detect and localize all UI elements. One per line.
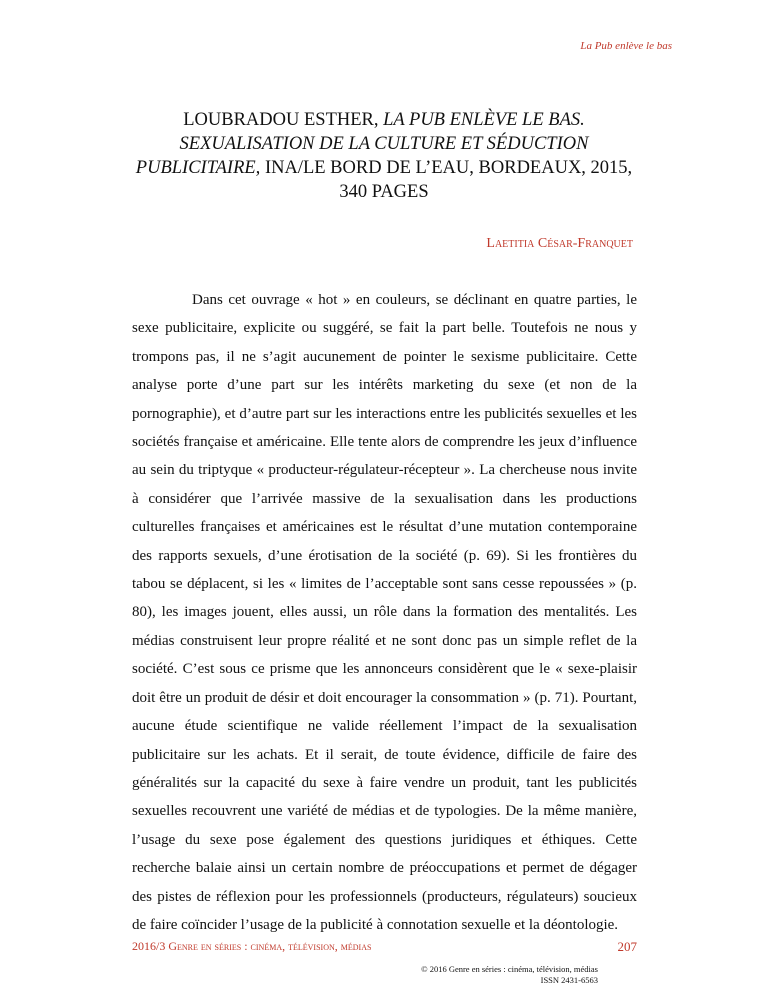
title-author: LOUBRADOU ESTHER, — [183, 110, 384, 130]
copyright-line: © 2016 Genre en séries : cinéma, télévision, médias — [421, 964, 598, 974]
page-number: 207 — [617, 939, 637, 954]
title-publisher: INA/LE BORD DE L’EAU, BORDEAUX, 2015, 340 PAGES — [260, 158, 633, 202]
title-book: LA PUB ENLÈVE LE BAS. SEXUALISATION DE LA CULTURE ET SÉDUCTION PUBLICITAIRE, — [135, 110, 589, 178]
body-paragraph: Dans cet ouvrage « hot » en couleurs, se déclinant en quatre parties, le sexe publicitaire, explicite ou suggéré, se fait la part belle. Toutefois ne nous y trompons pas, il ne s’agit aucunement de pointer le sexisme publicitaire. Cette analyse porte d’une part sur les intérêts marketing du sexe (et non de la pornographie), et d’autre part sur les interactions entre les publicités sexuelles et les sociétés française et américaine. Elle tente alors de comprendre les jeux d’influence au sein du triptyque « producteur-régulateur-récepteur ». La chercheuse nous invite à considérer que l’arrivée massive de la sexualisation dans les productions culturelles françaises et américaines est le résultat d’une mutation contemporaine des rapports sexuels, d’une érotisation de la société (p. 69). Si les frontières du tabou se déplacent, si les « limites de l’acceptable sont sans cesse repoussées » (p. 80), les images jouent, elles aussi, un rôle dans la formation des mentalités. Les médias construisent leur propre réalité et ne sont donc pas un simple reflet de la société. C’est sous ce prisme que les annonceurs considèrent que le « sexe-plaisir doit être un produit de désir et doit encourager la consommation » (p. 71). Pourtant, aucune étude scientifique ne valide réellement l’impact de la sexualisation publicitaire sur les achats. Et il serait, de toute évidence, difficile de faire des généralités sur la capacité du sexe à faire vendre un produit, tant les publicités sexuelles recouvrent une variété de médias et de typologies. De la même manière, l’usage du sexe pose également des questions juridiques et éthiques. Cette recherche balaie ainsi un certain nombre de préoccupations et permet de dégager des pistes de réflexion pour les professionnels (producteurs, régulateurs) soucieux de faire coïncider l’usage de la publicité à connotation sexuelle et la déontologie. — [132, 292, 637, 933]
reviewer-name: Laetitia César-Franquet — [486, 236, 633, 251]
review-title — [130, 108, 638, 204]
footer-journal: 2016/3 Genre en séries : cinéma, télévision, médias — [132, 939, 372, 953]
copyright-notice — [421, 964, 598, 986]
running-head: La Pub enlève le bas — [580, 40, 672, 52]
issn-line: ISSN 2431-6563 — [540, 975, 598, 985]
